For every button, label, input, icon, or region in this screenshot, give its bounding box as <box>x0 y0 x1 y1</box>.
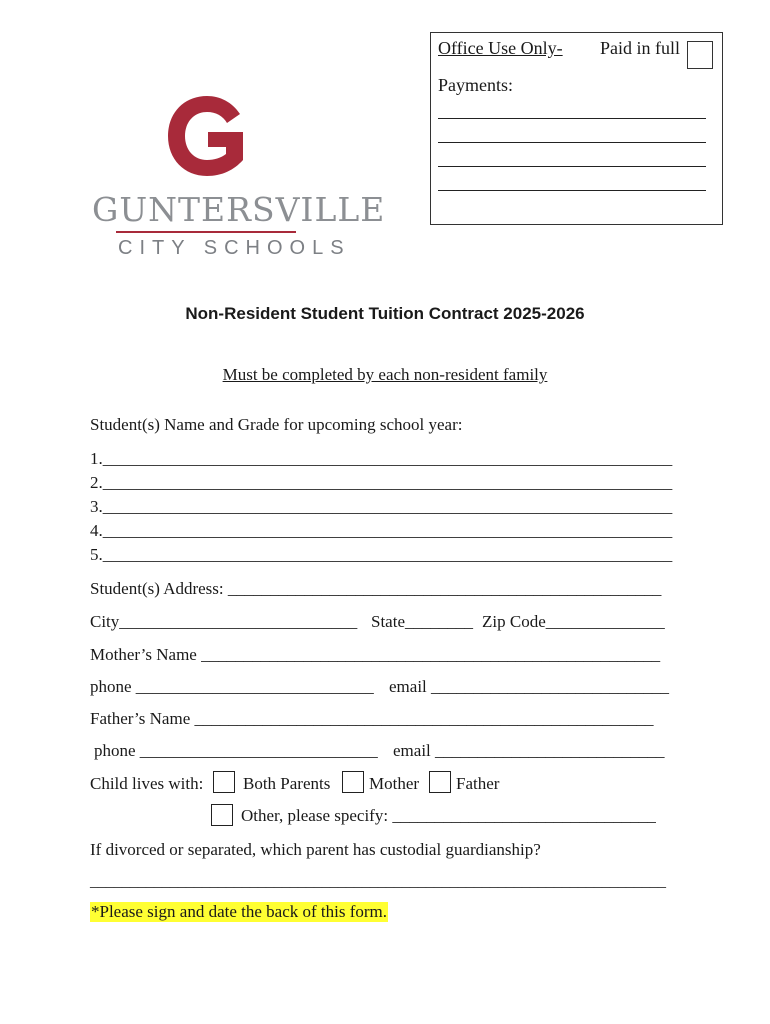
zip-field[interactable]: Zip Code______________ <box>482 612 665 631</box>
students-label: Student(s) Name and Grade for upcoming school year: <box>90 415 463 434</box>
father-label: Father <box>456 774 500 793</box>
sign-date-note: *Please sign and date the back of this form. <box>91 902 388 921</box>
lives-with-label: Child lives with: <box>90 774 204 793</box>
mother-name-field[interactable]: Mother’s Name ______________________________________________________ <box>90 645 661 664</box>
both-parents-checkbox[interactable] <box>213 771 235 793</box>
student-line-2[interactable]: 2.___________________________________________________________________ <box>90 473 673 492</box>
guntersville-g-logo-icon <box>166 94 246 178</box>
father-email-field[interactable]: email ___________________________ <box>393 741 665 760</box>
student-line-3[interactable]: 3.___________________________________________________________________ <box>90 497 673 516</box>
paid-in-full-label: Paid in full <box>600 38 680 58</box>
paid-in-full-checkbox[interactable] <box>687 41 713 69</box>
father-name-field[interactable]: Father’s Name ______________________________________________________ <box>90 709 654 728</box>
office-use-box <box>430 32 723 225</box>
mother-label: Mother <box>369 774 420 793</box>
page-title: Non-Resident Student Tuition Contract 2025-2026 <box>185 304 585 323</box>
custody-question: If divorced or separated, which parent has custodial guardianship? <box>90 840 541 859</box>
student-line-5[interactable]: 5.___________________________________________________________________ <box>90 545 673 564</box>
other-checkbox[interactable] <box>211 804 233 826</box>
custody-answer-line[interactable]: ________________________________________________________________________ <box>90 873 666 890</box>
student-line-1[interactable]: 1.___________________________________________________________________ <box>90 449 673 468</box>
logo-subtitle: CITY SCHOOLS <box>118 237 351 259</box>
other-specify-field[interactable]: Other, please specify: _______________________________ <box>241 806 656 825</box>
payment-line[interactable] <box>438 142 706 143</box>
student-line-4[interactable]: 4.___________________________________________________________________ <box>90 521 673 540</box>
payment-line[interactable] <box>438 118 706 119</box>
mother-email-field[interactable]: email ____________________________ <box>389 677 670 696</box>
logo-divider <box>116 231 296 233</box>
payment-line[interactable] <box>438 190 706 191</box>
page-subtitle: Must be completed by each non-resident family <box>222 365 548 384</box>
city-field[interactable]: City____________________________ <box>90 612 358 631</box>
address-field[interactable]: Student(s) Address: ___________________________________________________ <box>90 579 662 598</box>
mother-phone-field[interactable]: phone ____________________________ <box>90 677 374 696</box>
both-parents-label: Both Parents <box>243 774 331 793</box>
payment-line[interactable] <box>438 166 706 167</box>
mother-checkbox[interactable] <box>342 771 364 793</box>
office-use-title: Office Use Only- <box>438 38 563 58</box>
state-field[interactable]: State________ <box>371 612 473 631</box>
payments-label: Payments: <box>438 75 513 95</box>
father-checkbox[interactable] <box>429 771 451 793</box>
father-phone-field[interactable]: phone ____________________________ <box>94 741 378 760</box>
logo-district-name: GUNTERSVILLE <box>92 190 386 229</box>
